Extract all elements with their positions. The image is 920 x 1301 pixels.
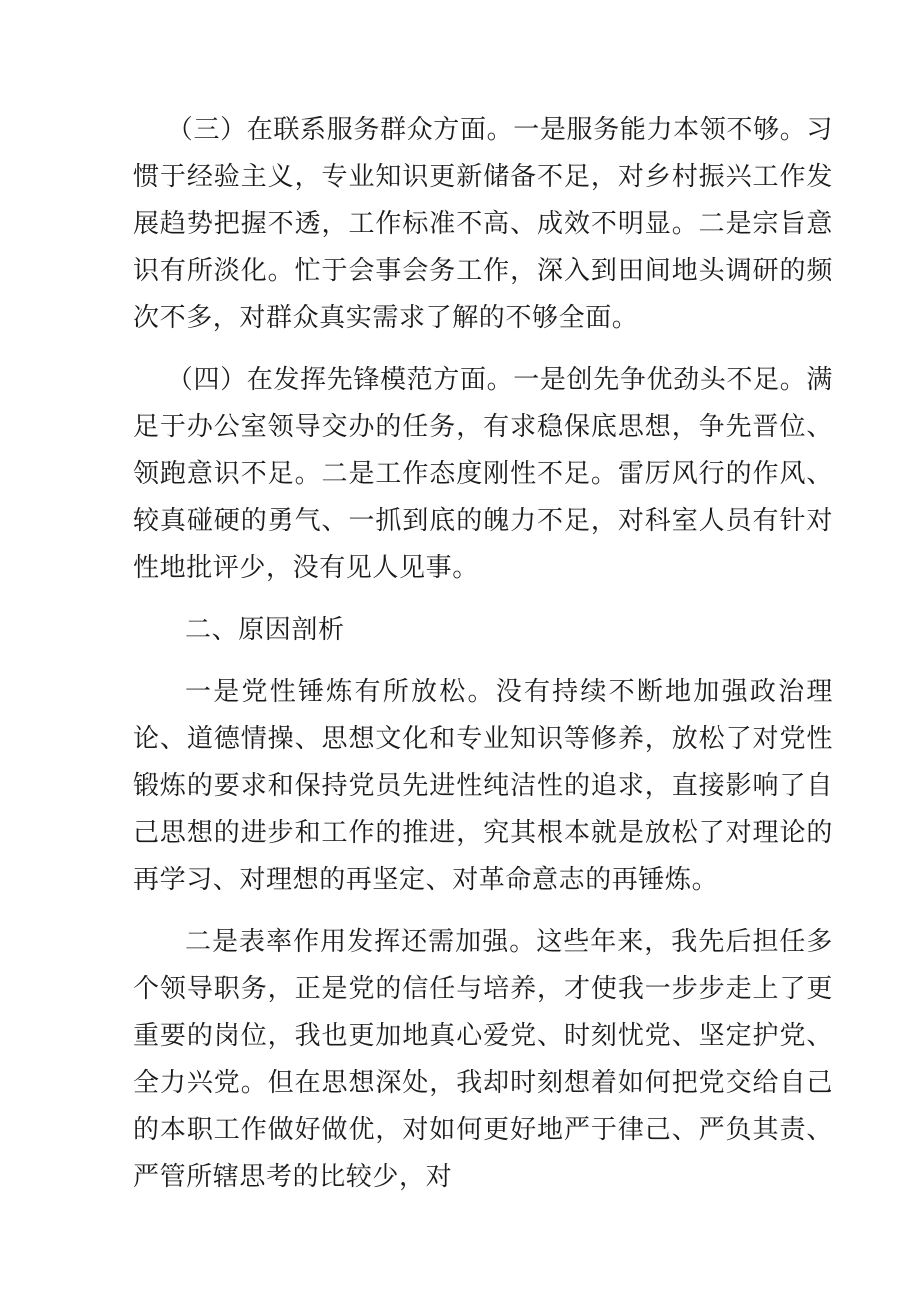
section-heading-cause-analysis: 二、原因剖析 [185, 615, 345, 645]
paragraph-cause-1: 一是党性锤炼有所放松。没有持续不断地加强政治理论、道德情操、思想文化和专业知识等修养，放松了对党性锻炼的要求和保持党员先进性纯洁性的追求，直接影响了自己思想的进步和工作的推进，究其根本就是放松了对理论的再学习、对理想的再坚定、对革命意志的再锤炼。 [133, 677, 833, 895]
document-body [133, 107, 833, 1216]
paragraph-section-3: （三）在联系服务群众方面。一是服务能力本领不够。习惯于经验主义，专业知识更新储备不足，对乡村振兴工作发展趋势把握不透，工作标准不高、成效不明显。二是宗旨意识有所淡化。忙于会事会务工作，深入到田间地头调研的频次不多，对群众真实需求了解的不够全面。 [133, 115, 833, 333]
paragraph-cause-2: 二是表率作用发挥还需加强。这些年来，我先后担任多个领导职务，正是党的信任与培养，才使我一步步走上了更重要的岗位，我也更加地真心爱党、时刻忧党、坚定护党、全力兴党。但在思想深处，我却时刻想着如何把党交给自己的本职工作做好做优，对如何更好地严于律己、严负其责、严管所辖思考的比较少，对 [133, 927, 833, 1192]
paragraph-section-4: （四）在发挥先锋模范方面。一是创先争优劲头不足。满足于办公室领导交办的任务，有求稳保底思想，争先晋位、领跑意识不足。二是工作态度刚性不足。雷厉风行的作风、较真碰硬的勇气、一抓到底的魄力不足，对科室人员有针对性地批评少，没有见人见事。 [133, 365, 833, 583]
